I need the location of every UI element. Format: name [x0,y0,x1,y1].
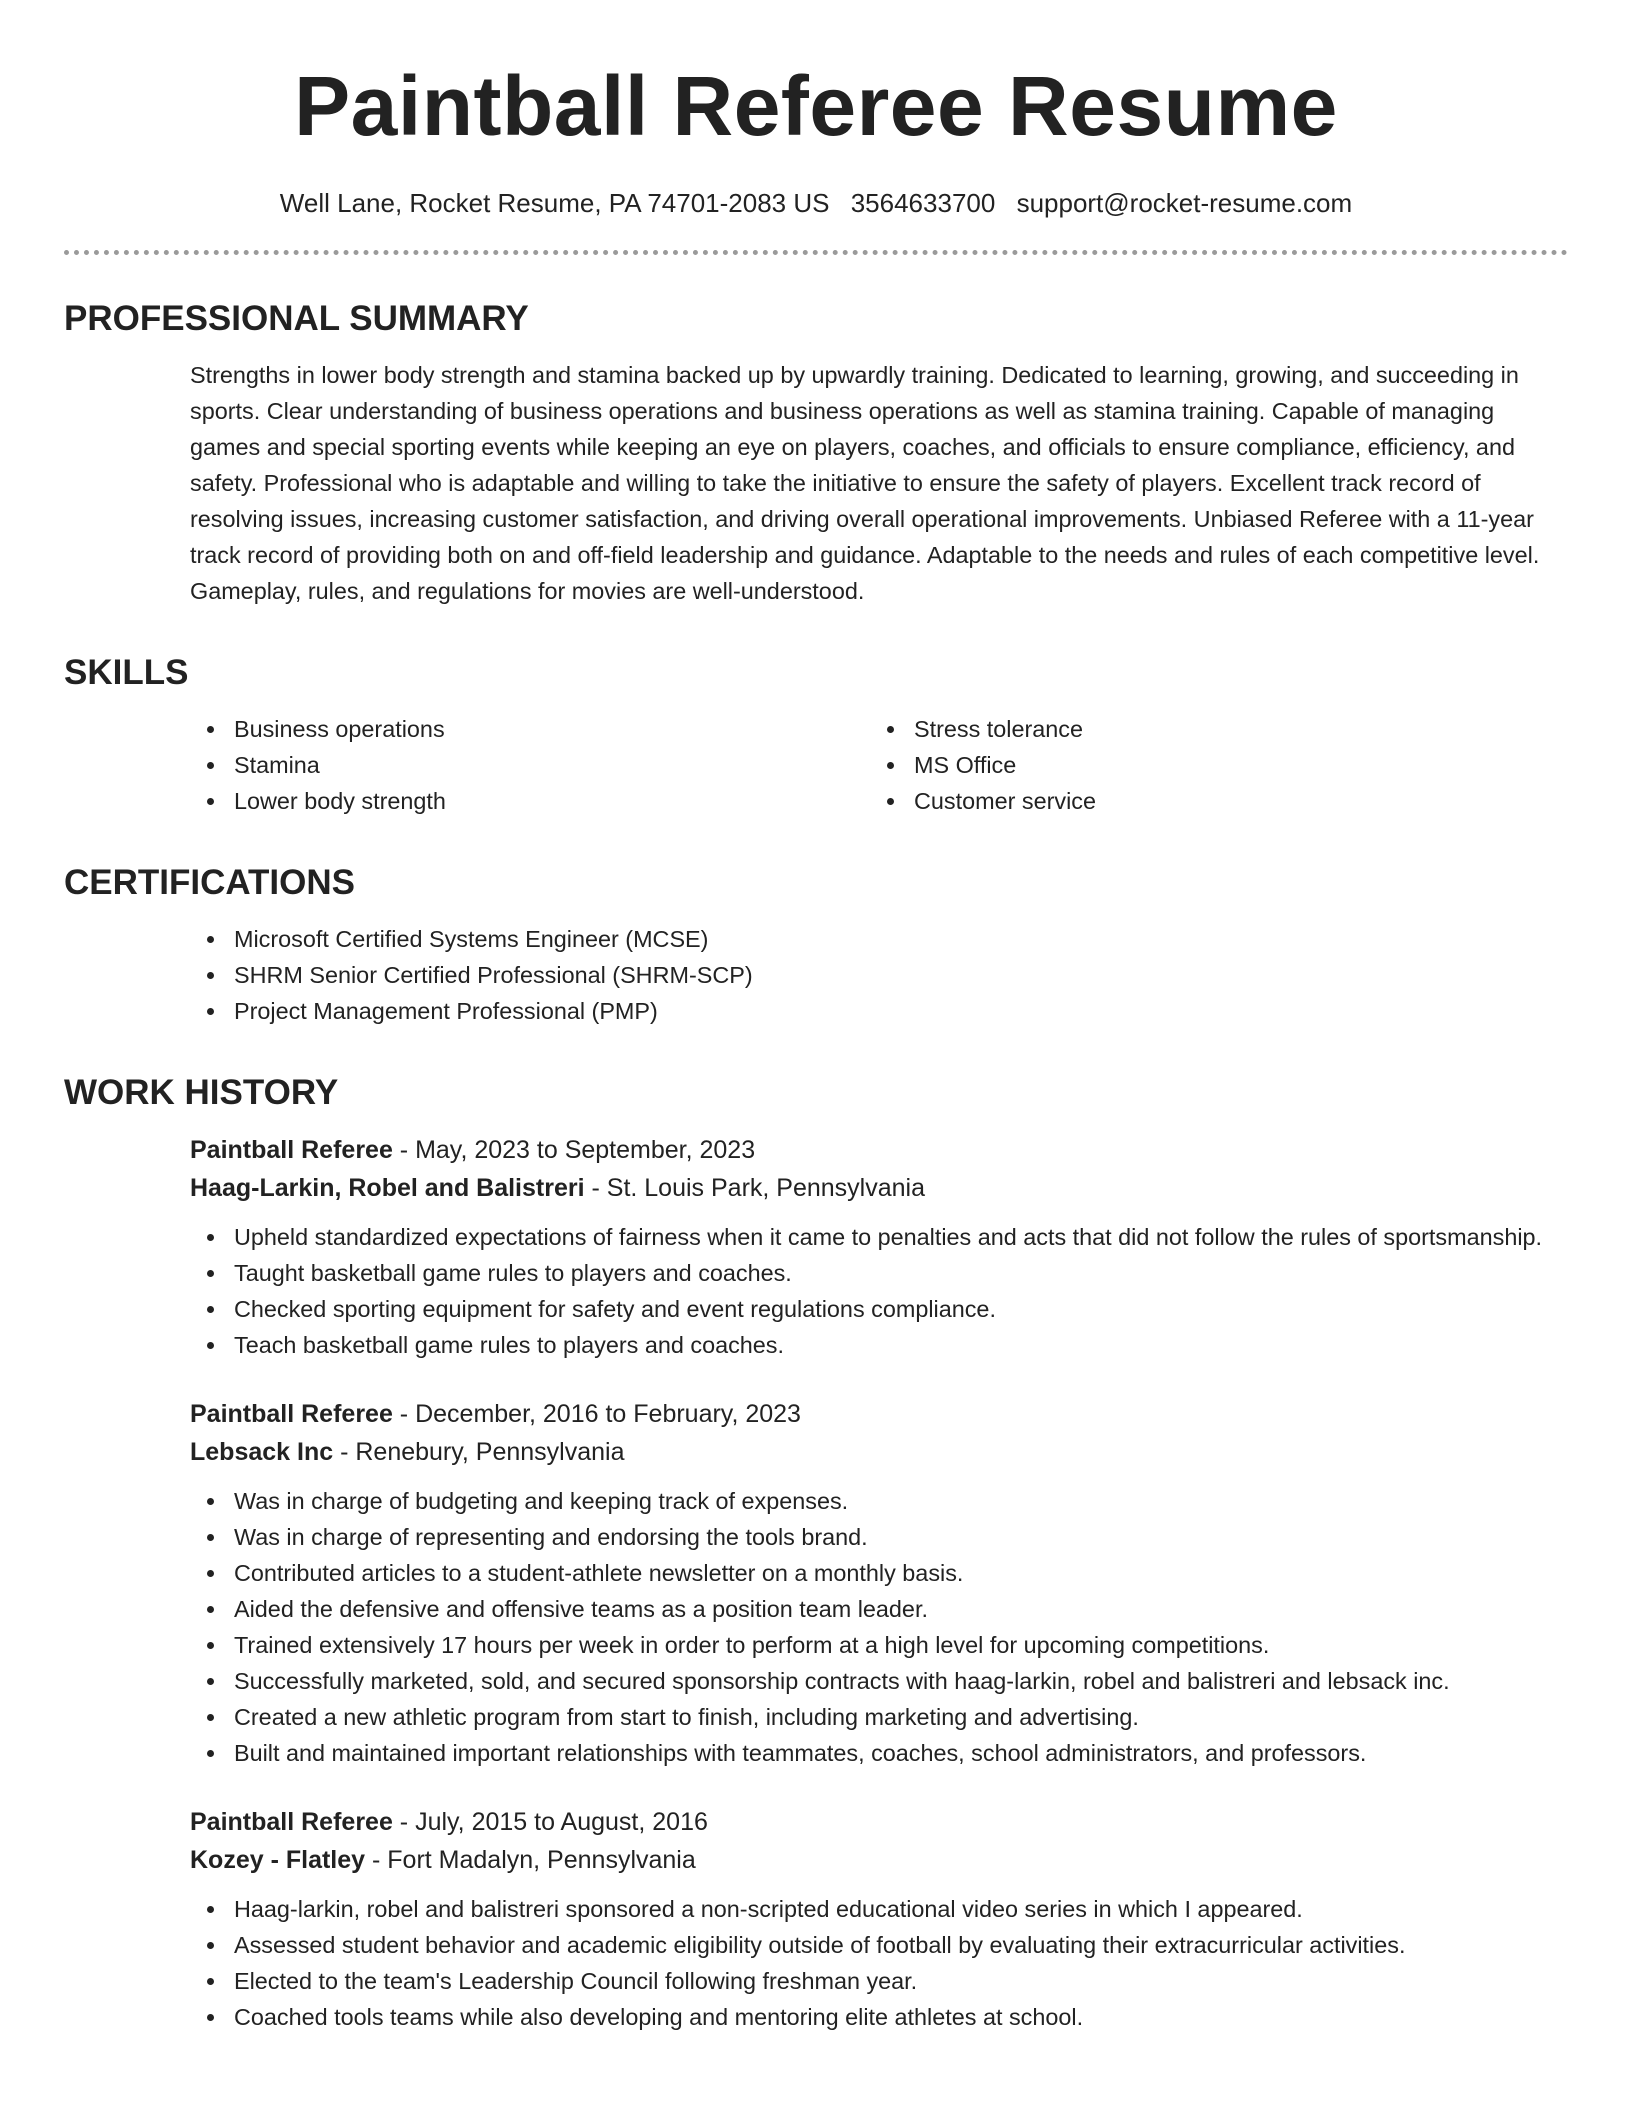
skills-grid [190,711,1568,819]
job-location: - St. Louis Park, Pennsylvania [584,1174,925,1202]
skills-left-column [190,711,870,819]
job-location: - Fort Madalyn, Pennsylvania [365,1846,696,1874]
certification-item: Microsoft Certified Systems Engineer (MCSE) [234,921,1568,957]
resume-title: Paintball Referee Resume [294,59,1338,153]
summary-text: Strengths in lower body strength and stamina backed up by upwardly training. Dedicated to learning, growing, and succeeding in sports. Clear understanding of business operations and business operations as well as stamina training. Capable of managing games and special sporting events while keeping an eye on players, coaches, and officials to ensure compliance, efficiency, and safety. Professional who is adaptable and willing to take the initiative to ensure the safety of players. Excellent track record of resolving issues, increasing customer satisfaction, and driving overall operational improvements. Unbiased Referee with a 11-year track record of providing both on and off-field leadership and guidance. Adaptable to the needs and rules of each competitive level. Gameplay, rules, and regulations for movies are well-understood. [190,362,1540,604]
certification-item: SHRM Senior Certified Professional (SHRM-SCP) [234,957,1568,993]
job-bullet: Was in charge of representing and endorsing the tools brand. [234,1519,1568,1555]
job-bullet: Teach basketball game rules to players and coaches. [234,1327,1568,1363]
job-dates: - December, 2016 to February, 2023 [392,1400,801,1428]
contact-address: Well Lane, Rocket Resume, PA 74701-2083 US [279,188,830,218]
skills-section [64,651,1568,819]
job-bullet: Upheld standardized expectations of fairness when it came to penalties and acts that did not follow the rules of sportsmanship. [234,1219,1568,1255]
job-bullets [190,1891,1568,2035]
job-title-line [190,1803,1568,1841]
summary-heading: PROFESSIONAL SUMMARY [64,299,529,338]
job-company: Haag-Larkin, Robel and Balistreri [190,1174,585,1202]
job-entry [190,1131,1568,1363]
certifications-heading: CERTIFICATIONS [64,863,356,902]
contact-phone: 3564633700 [850,188,996,218]
job-entry [190,1803,1568,2035]
job-bullet: Built and maintained important relationships with teammates, coaches, school administrators, and professors. [234,1735,1568,1771]
skill-item: MS Office [914,747,1550,783]
job-title: Paintball Referee [190,1808,393,1836]
work-history-heading: WORK HISTORY [64,1073,339,1112]
skills-right-column [870,711,1550,819]
job-bullet: Coached tools teams while also developing and mentoring elite athletes at school. [234,1999,1568,2035]
job-bullet: Contributed articles to a student-athlete newsletter on a monthly basis. [234,1555,1568,1591]
job-bullet: Taught basketball game rules to players and coaches. [234,1255,1568,1291]
job-dates: - May, 2023 to September, 2023 [392,1136,756,1164]
skill-item: Stamina [234,747,870,783]
job-title-line [190,1395,1568,1433]
skill-item: Stress tolerance [914,711,1550,747]
contact-email: support@rocket-resume.com [1016,188,1353,218]
job-title: Paintball Referee [190,1136,393,1164]
skills-heading: SKILLS [64,653,189,692]
resume-header [64,0,1568,255]
job-location: - Renebury, Pennsylvania [333,1438,625,1466]
work-history-section [64,1071,1568,2035]
skill-item: Lower body strength [234,783,870,819]
job-company-line [190,1433,1568,1471]
job-bullet: Successfully marketed, sold, and secured sponsorship contracts with haag-larkin, robel and balistreri and lebsack inc. [234,1663,1568,1699]
summary-section [64,297,1568,609]
job-bullets [190,1483,1568,1771]
certifications-section [64,861,1568,1029]
job-bullet: Checked sporting equipment for safety and event regulations compliance. [234,1291,1568,1327]
job-bullet: Elected to the team's Leadership Council following freshman year. [234,1963,1568,1999]
skill-item: Customer service [914,783,1550,819]
certification-item: Project Management Professional (PMP) [234,993,1568,1029]
job-company-line [190,1169,1568,1207]
header-divider [64,250,1568,255]
job-bullet: Was in charge of budgeting and keeping track of expenses. [234,1483,1568,1519]
job-bullet: Trained extensively 17 hours per week in order to perform at a high level for upcoming competitions. [234,1627,1568,1663]
job-bullets [190,1219,1568,1363]
job-company: Kozey - Flatley [190,1846,366,1874]
job-bullet: Created a new athletic program from start to finish, including marketing and advertising. [234,1699,1568,1735]
contact-line [64,186,1568,220]
skill-item: Business operations [234,711,870,747]
job-bullet: Haag-larkin, robel and balistreri sponsored a non-scripted educational video series in which I appeared. [234,1891,1568,1927]
job-dates: - July, 2015 to August, 2016 [392,1808,708,1836]
job-company-line [190,1841,1568,1879]
job-entry [190,1395,1568,1771]
certifications-list [190,921,1568,1029]
job-bullet: Assessed student behavior and academic eligibility outside of football by evaluating their extracurricular activities. [234,1927,1568,1963]
job-title: Paintball Referee [190,1400,393,1428]
job-bullet: Aided the defensive and offensive teams as a position team leader. [234,1591,1568,1627]
job-company: Lebsack Inc [190,1438,334,1466]
job-title-line [190,1131,1568,1169]
